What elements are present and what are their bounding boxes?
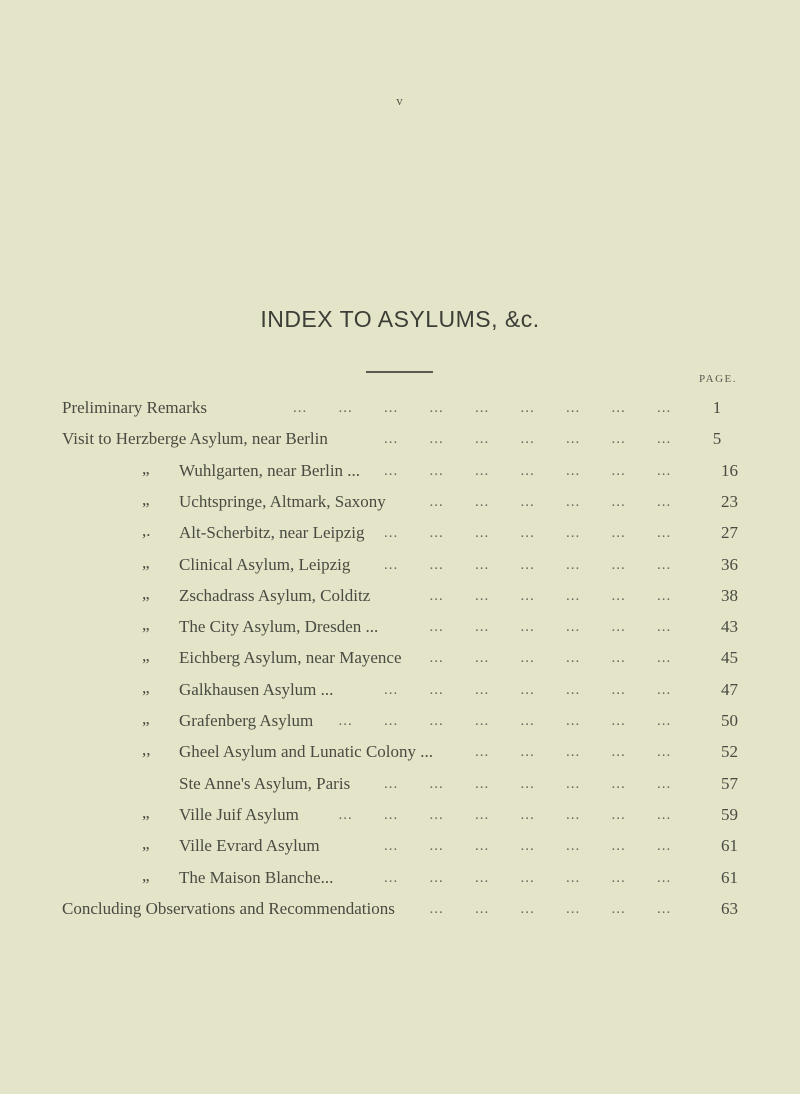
leader-dot: ...	[475, 431, 490, 448]
leader-dot: ...	[520, 525, 535, 542]
index-entry	[0, 801, 800, 829]
leader-dot: ...	[520, 431, 535, 448]
leader-dot: ...	[475, 525, 490, 542]
dot-leaders	[0, 613, 800, 641]
dot-leaders	[0, 864, 800, 892]
entry-title: Zschadrass Asylum, Colditz	[179, 585, 371, 605]
leader-dot: ...	[611, 775, 626, 792]
leader-dot: ...	[657, 744, 672, 761]
leader-dot: ...	[293, 400, 308, 416]
leader-dot: ...	[384, 838, 399, 855]
leader-dot: ...	[520, 713, 535, 729]
ditto-mark: „	[142, 489, 150, 509]
leader-dot: ...	[611, 619, 626, 636]
ditto-mark: „	[142, 458, 150, 478]
leader-dot: ...	[611, 556, 626, 573]
leader-dot: ...	[566, 900, 581, 917]
leader-dot: ...	[566, 775, 581, 792]
dot-leaders	[0, 519, 800, 547]
leader-dot: ...	[429, 838, 444, 855]
index-entry	[0, 488, 800, 516]
entry-page-number: 16	[721, 460, 738, 480]
leader-dot: ...	[566, 713, 581, 729]
dot-leaders	[0, 801, 800, 829]
leader-dot: ...	[429, 493, 444, 510]
leader-dot: ...	[611, 525, 626, 542]
leader-dot: ...	[657, 806, 672, 823]
index-entry	[0, 551, 800, 579]
page-column-label: PAGE.	[699, 373, 737, 385]
index-entry	[0, 832, 800, 860]
leader-dot: ...	[520, 900, 535, 917]
dot-leaders	[0, 488, 800, 516]
ditto-mark: „	[142, 802, 150, 822]
ditto-mark: „	[142, 834, 150, 854]
entry-page-number: 23	[721, 491, 738, 511]
leader-dot: ...	[657, 775, 672, 792]
leader-dot: ...	[475, 587, 490, 604]
leader-dot: ...	[384, 556, 399, 573]
title-divider	[366, 371, 433, 373]
leader-dot: ...	[475, 775, 490, 792]
entry-page-number: 59	[721, 804, 738, 824]
leader-dot: ...	[384, 681, 399, 698]
ditto-mark: ,,	[142, 740, 151, 760]
leader-dot: ...	[429, 806, 444, 823]
leader-dot: ...	[566, 400, 581, 416]
leader-dot: ...	[384, 462, 399, 479]
entry-page-number: 36	[721, 554, 738, 574]
entry-title: Grafenberg Asylum	[179, 711, 314, 730]
leader-dot: ...	[520, 493, 535, 510]
leader-dot: ...	[566, 838, 581, 855]
leader-dot: ...	[429, 650, 444, 667]
ditto-mark: „	[142, 615, 150, 635]
entry-page-number: 61	[721, 836, 738, 856]
index-entry	[0, 676, 800, 704]
leader-dot: ...	[566, 493, 581, 510]
leader-dot: ...	[429, 681, 444, 698]
leader-dot: ...	[611, 587, 626, 604]
entry-title: Alt-Scherbitz, near Leipzig	[179, 523, 365, 543]
leader-dot: ...	[475, 619, 490, 636]
entry-title: Preliminary Remarks	[62, 398, 207, 417]
leader-dot: ...	[475, 900, 490, 917]
leader-dot: ...	[566, 650, 581, 667]
leader-dot: ...	[520, 869, 535, 886]
leader-dot: ...	[657, 462, 672, 479]
dot-leaders	[0, 676, 800, 704]
leader-dot: ...	[384, 400, 399, 416]
leader-dot: ...	[611, 806, 626, 823]
leader-dot: ...	[520, 681, 535, 698]
leader-dot: ...	[611, 838, 626, 855]
entry-page-number: 43	[721, 617, 738, 637]
entry-title: Concluding Observations and Recommendations	[62, 898, 395, 918]
entry-title: Uchtspringe, Altmark, Saxony	[179, 491, 386, 511]
leader-dot: ...	[611, 869, 626, 886]
ditto-mark: „	[142, 583, 150, 603]
leader-dot: ...	[657, 493, 672, 510]
entry-title: Wuhlgarten, near Berlin ...	[179, 460, 361, 480]
leader-dot: ...	[566, 525, 581, 542]
leader-dot: ...	[611, 681, 626, 698]
leader-dot: ...	[520, 775, 535, 792]
leader-dot: ...	[657, 431, 672, 448]
leader-dot: ...	[657, 525, 672, 542]
entry-title: Clinical Asylum, Leipzig	[179, 554, 351, 574]
leader-dot: ...	[429, 900, 444, 917]
index-entry	[0, 582, 800, 610]
entry-page-number: 57	[721, 773, 738, 793]
leader-dot: ...	[475, 869, 490, 886]
leader-dot: ...	[384, 525, 399, 542]
leader-dot: ...	[429, 556, 444, 573]
leader-dot: ...	[611, 900, 626, 917]
leader-dot: ...	[429, 775, 444, 792]
leader-dot: ...	[611, 431, 626, 448]
entry-title: Ste Anne's Asylum, Paris	[179, 773, 351, 793]
ditto-mark: „	[142, 677, 150, 697]
entry-title: Eichberg Asylum, near Mayence	[179, 648, 402, 668]
leader-dot: ...	[384, 869, 399, 886]
leader-dot: ...	[566, 556, 581, 573]
leader-dot: ...	[657, 681, 672, 698]
leader-dot: ...	[611, 713, 626, 729]
leader-dot: ...	[520, 838, 535, 855]
leader-dot: ...	[611, 493, 626, 510]
leader-dot: ...	[520, 556, 535, 573]
dot-leaders	[0, 551, 800, 579]
index-entry	[0, 394, 800, 422]
index-entry	[0, 895, 800, 923]
leader-dot: ...	[429, 431, 444, 448]
leader-dot: ...	[475, 713, 490, 729]
leader-dot: ...	[566, 744, 581, 761]
leader-dot: ...	[611, 462, 626, 479]
dot-leaders	[0, 770, 800, 798]
dot-leaders	[0, 707, 800, 735]
leader-dot: ...	[520, 587, 535, 604]
leader-dot: ...	[475, 681, 490, 698]
leader-dot: ...	[657, 838, 672, 855]
dot-leaders	[0, 457, 800, 485]
entry-title: Ville Juif Asylum	[179, 804, 299, 824]
ditto-mark: „	[142, 709, 150, 728]
index-entry	[0, 519, 800, 547]
index-entry	[0, 457, 800, 485]
entry-page-number: 50	[721, 711, 738, 730]
leader-dot: ...	[657, 556, 672, 573]
leader-dot: ...	[475, 838, 490, 855]
page-title: INDEX TO ASYLUMS, &c.	[260, 306, 540, 332]
leader-dot: ...	[566, 869, 581, 886]
leader-dot: ...	[520, 806, 535, 823]
leader-dot: ...	[657, 650, 672, 667]
page-number: v	[396, 93, 404, 108]
entry-page-number: 63	[721, 898, 738, 918]
leader-dot: ...	[384, 713, 399, 729]
leader-dot: ...	[657, 900, 672, 917]
leader-dot: ...	[429, 587, 444, 604]
entry-title: Galkhausen Asylum ...	[179, 679, 334, 699]
index-entry	[0, 770, 800, 798]
entry-page-number: 38	[721, 585, 738, 605]
entry-page-number: 5	[712, 429, 722, 449]
index-entry	[0, 613, 800, 641]
leader-dot: ...	[475, 806, 490, 823]
entry-page-number: 27	[721, 523, 738, 543]
leader-dot: ...	[566, 587, 581, 604]
entry-title: The Maison Blanche...	[179, 867, 334, 887]
entry-page-number: 1	[712, 398, 722, 417]
leader-dot: ...	[566, 806, 581, 823]
entry-title: Ville Evrard Asylum	[179, 836, 320, 856]
entry-page-number: 61	[721, 867, 738, 887]
ditto-mark: „	[142, 865, 150, 885]
leader-dot: ...	[384, 431, 399, 448]
leader-dot: ...	[429, 869, 444, 886]
entry-page-number: 45	[721, 648, 738, 668]
leader-dot: ...	[520, 462, 535, 479]
leader-dot: ...	[429, 525, 444, 542]
leader-dot: ...	[338, 713, 353, 729]
ditto-mark: „	[142, 552, 150, 572]
leader-dot: ...	[566, 681, 581, 698]
leader-dot: ...	[475, 493, 490, 510]
leader-dot: ...	[384, 775, 399, 792]
leader-dot: ...	[429, 400, 444, 416]
leader-dot: ...	[520, 400, 535, 416]
leader-dot: ...	[475, 462, 490, 479]
leader-dot: ...	[429, 713, 444, 729]
leader-dot: ...	[429, 619, 444, 636]
leader-dot: ...	[611, 650, 626, 667]
index-entry	[0, 644, 800, 672]
index-entry	[0, 425, 800, 453]
index-entry	[0, 738, 800, 766]
index-entry	[0, 864, 800, 892]
entry-page-number: 47	[721, 679, 738, 699]
leader-dot: ...	[475, 556, 490, 573]
leader-dot: ...	[475, 650, 490, 667]
leader-dot: ...	[566, 431, 581, 448]
entry-title: Gheel Asylum and Lunatic Colony ...	[179, 742, 434, 762]
leader-dot: ...	[611, 744, 626, 761]
leader-dot: ...	[611, 400, 626, 416]
leader-dot: ...	[338, 806, 353, 823]
leader-dot: ...	[475, 400, 490, 416]
leader-dot: ...	[657, 400, 672, 416]
leader-dot: ...	[657, 619, 672, 636]
leader-dot: ...	[429, 462, 444, 479]
leader-dot: ...	[657, 587, 672, 604]
dot-leaders	[0, 832, 800, 860]
leader-dot: ...	[566, 619, 581, 636]
leader-dot: ...	[520, 619, 535, 636]
leader-dot: ...	[475, 744, 490, 761]
leader-dot: ...	[520, 650, 535, 667]
leader-dot: ...	[338, 400, 353, 416]
leader-dot: ...	[566, 462, 581, 479]
leader-dot: ...	[657, 869, 672, 886]
leader-dot: ...	[520, 744, 535, 761]
entry-page-number: 52	[721, 742, 738, 762]
ditto-mark: „	[142, 646, 150, 666]
dot-leaders	[0, 582, 800, 610]
entry-title: The City Asylum, Dresden ...	[179, 617, 379, 637]
leader-dot: ...	[384, 806, 399, 823]
entry-title: Visit to Herzberge Asylum, near Berlin	[62, 429, 328, 449]
index-entry	[0, 707, 800, 735]
leader-dot: ...	[657, 713, 672, 729]
ditto-mark: ,.	[142, 521, 151, 541]
